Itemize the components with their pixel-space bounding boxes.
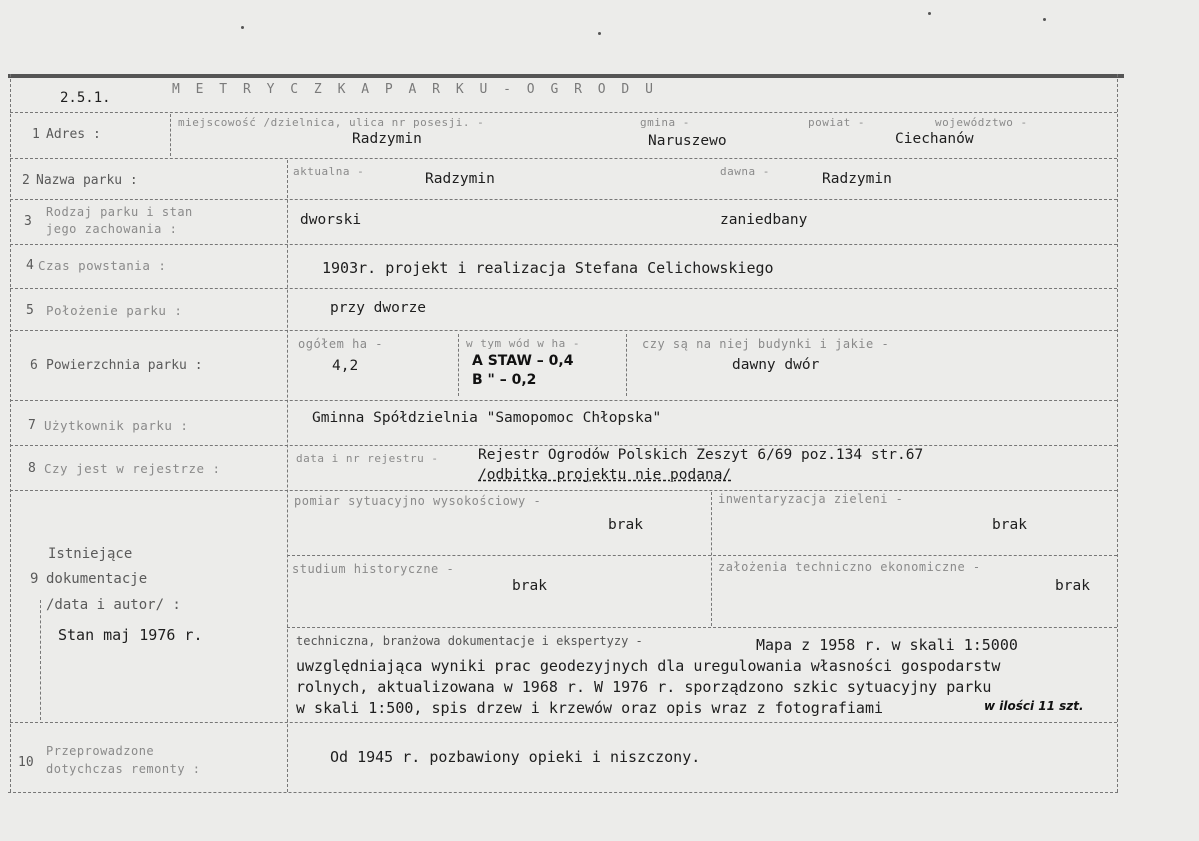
scan-speck (241, 26, 244, 29)
caption-buildings: czy są na niej budynki i jakie - (642, 337, 890, 351)
row-label-docs-date: Stan maj 1976 r. (58, 626, 203, 644)
row-number: 2 (22, 173, 30, 188)
value-buildings: dawny dwór (732, 357, 820, 373)
label-column-line (287, 160, 288, 792)
scan-speck (598, 32, 601, 35)
caption-historical-study: studium historyczne - (292, 562, 455, 576)
row-number: 10 (18, 755, 34, 770)
row-separator (10, 490, 1117, 491)
value-user: Gminna Spółdzielnia "Samopomoc Chłopska" (312, 410, 662, 426)
value-water-area-b: B " – 0,2 (472, 372, 537, 388)
row-label-address: Adres : (46, 127, 101, 142)
caption-water-area: w tym wód w ha - (466, 337, 580, 350)
cell-divider (458, 334, 459, 396)
tech-docs-line4: w skali 1:500, spis drzew i krzewów oraz opis wraz z fotografiami (296, 699, 883, 717)
value-survey: brak (608, 517, 643, 533)
value-total-area: 4,2 (332, 358, 359, 374)
row-label-docs-3: /data i autor/ : (46, 597, 181, 613)
caption-current-name: aktualna - (293, 165, 365, 178)
cell-separator (287, 627, 1117, 628)
frame-left-line (10, 74, 11, 792)
value-former-name: Radzymin (822, 171, 892, 187)
caption-survey: pomiar sytuacyjno wysokościowy - (294, 494, 542, 508)
value-creation-time: 1903r. projekt i realizacja Stefana Celichowskiego (322, 259, 774, 277)
value-economic-assumptions: brak (1055, 578, 1090, 594)
cell-divider (711, 492, 712, 626)
caption-total-area: ogółem ha - (298, 337, 383, 351)
frame-right-line (1117, 74, 1118, 792)
value-water-area-a: A STAW – 0,4 (472, 353, 574, 369)
row-separator (10, 158, 1117, 159)
sheet-number: 2.5.1. (60, 90, 111, 106)
row-separator (10, 400, 1117, 401)
row-label-repairs-2: dotychczas remonty : (46, 762, 201, 776)
value-voivodeship: Ciechanów (895, 131, 974, 147)
cell-divider (626, 334, 627, 396)
row-label-park-type-2: jego zachowania : (46, 222, 178, 236)
value-locality: Radzymin (352, 131, 422, 147)
frame-top-line (8, 74, 1124, 78)
row-separator (10, 288, 1117, 289)
caption-economic-assumptions: założenia techniczno ekonomiczne - (718, 560, 981, 574)
value-park-type: dworski (300, 212, 362, 228)
tech-docs-handwritten: w ilości 11 szt. (984, 699, 1084, 713)
row-separator (10, 445, 1117, 446)
caption-gmina: gmina - (640, 116, 690, 129)
row-number: 1 (32, 127, 40, 142)
row-number: 7 (28, 418, 36, 433)
row-number: 8 (28, 461, 36, 476)
row-separator (10, 244, 1117, 245)
caption-powiat: powiat - (808, 116, 865, 129)
row-separator (10, 199, 1117, 200)
value-greenery-inventory: brak (992, 517, 1027, 533)
caption-locality: miejscowość /dzielnica, ulica nr posesji. - (178, 116, 485, 129)
scan-speck (928, 12, 931, 15)
row-label-park-name: Nazwa parku : (36, 173, 138, 188)
value-current-name: Radzymin (425, 171, 495, 187)
caption-greenery-inventory: inwentaryzacja zieleni - (718, 492, 904, 506)
row-label-register: Czy jest w rejestrze : (44, 461, 221, 476)
row-label-area: Powierzchnia parku : (46, 358, 203, 373)
value-register-line2: /odbitka projektu nie podana/ (478, 467, 732, 483)
row-separator (10, 112, 1117, 113)
label-column-line (170, 114, 171, 156)
caption-technical-docs: techniczna, branżowa dokumentacje i ekspertyzy - (296, 634, 643, 648)
row-number: 3 (24, 214, 32, 229)
frame-bottom-line (8, 792, 1118, 793)
row-label-user: Użytkownik parku : (44, 418, 189, 433)
row-label-docs-2: dokumentacje (46, 571, 148, 587)
caption-voivodeship: województwo - (935, 116, 1028, 129)
row-label-creation-time: Czas powstania : (38, 258, 167, 273)
row-separator (10, 722, 1117, 723)
sheet-title: M E T R Y C Z K A P A R K U - O G R O D U (172, 82, 657, 97)
value-register-line1: Rejestr Ogrodów Polskich Zeszyt 6/69 poz.134 str.67 (478, 447, 924, 463)
caption-former-name: dawna - (720, 165, 770, 178)
caption-register: data i nr rejestru - (296, 452, 439, 465)
value-location: przy dworze (330, 300, 427, 316)
row-number: 9 (30, 571, 39, 587)
row-number: 5 (26, 303, 34, 318)
cell-separator (287, 555, 1117, 556)
row-label-park-type: Rodzaj parku i stan (46, 205, 193, 219)
row-number: 4 (26, 258, 34, 273)
row-label-repairs: Przeprowadzone (46, 744, 155, 758)
row-label-location: Położenie parku : (46, 303, 183, 318)
scan-speck (1043, 18, 1046, 21)
row-number: 6 (30, 358, 38, 373)
tech-docs-line3: rolnych, aktualizowana w 1968 r. W 1976 r. sporządzono szkic sytuacyjny parku (296, 678, 992, 696)
tech-docs-line2: uwzględniająca wyniki prac geodezyjnych dla uregulowania własności gospodarstw (296, 657, 1001, 675)
row9-left-margin (40, 600, 41, 720)
row-separator (10, 330, 1117, 331)
value-gmina: Naruszewo (648, 133, 727, 149)
tech-docs-line1: Mapa z 1958 r. w skali 1:5000 (756, 636, 1018, 654)
value-repairs: Od 1945 r. pozbawiony opieki i niszczony. (330, 748, 701, 766)
value-historical-study: brak (512, 578, 547, 594)
row-label-docs-1: Istniejące (48, 546, 133, 562)
value-park-condition: zaniedbany (720, 212, 808, 228)
